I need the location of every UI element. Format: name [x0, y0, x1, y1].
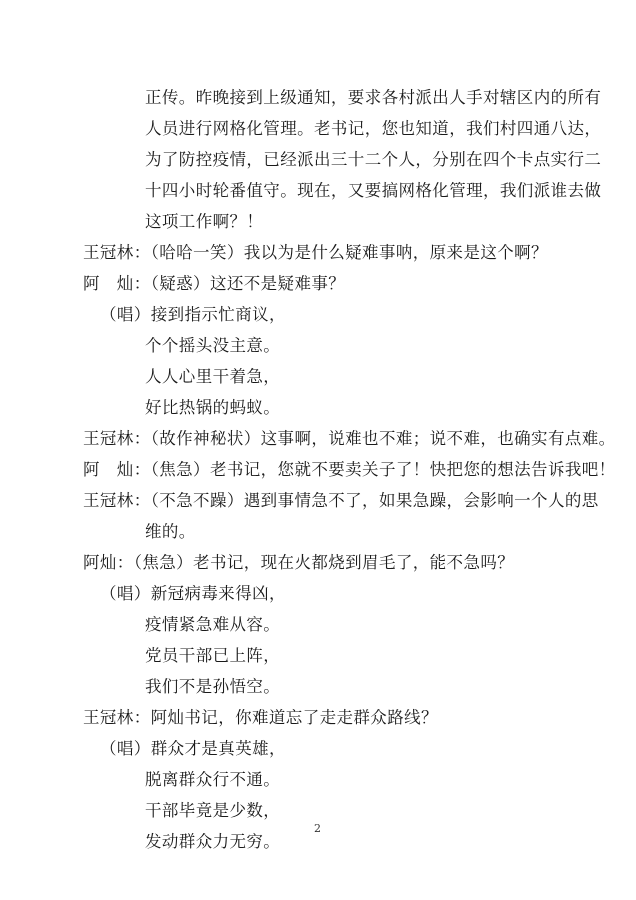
song-line: 好比热锅的蚂蚁。	[145, 398, 281, 417]
song-line: 脱离群众行不通。	[145, 770, 281, 789]
song-line: 个个摇头没主意。	[145, 336, 281, 355]
intro-line: 正传。昨晚接到上级通知，要求各村派出人手对辖区内的所有	[145, 88, 602, 107]
dialogue-line: 王冠林：阿灿书记，你难道忘了走走群众路线？	[83, 708, 438, 727]
intro-line: 人员进行网格化管理。老书记，您也知道，我们村四通八达，	[145, 119, 602, 138]
dialogue-line: 王冠林：（不急不躁）遇到事情急不了，如果急躁，会影响一个人的思	[83, 491, 599, 510]
dialogue-line: 王冠林：（哈哈一笑）我以为是什么疑难事呐，原来是这个啊？	[83, 243, 548, 262]
dialogue-line: 阿 灿：（焦急）老书记，您就不要卖关子了！快把您的想法告诉我吧！	[83, 460, 616, 479]
dialogue-line: 王冠林：（故作神秘状）这事啊，说难也不难；说不难，也确实有点难。	[83, 429, 616, 448]
intro-line: 十四小时轮番值守。现在，又要搞网格化管理，我们派谁去做	[145, 181, 602, 200]
song-line: 疫情紧急难从容。	[145, 615, 281, 634]
song-line: 我们不是孙悟空。	[145, 677, 281, 696]
song-line: （唱）接到指示忙商议，	[100, 305, 286, 324]
page-number: 2	[314, 822, 322, 835]
dialogue-line: 维的。	[145, 522, 196, 541]
dialogue-line: 阿灿：（焦急）老书记，现在火都烧到眉毛了，能不急吗？	[83, 553, 515, 572]
song-line: 党员干部已上阵，	[145, 646, 281, 665]
song-line: （唱）群众才是真英雄，	[100, 739, 286, 758]
song-line: 发动群众力无穷。	[145, 832, 281, 851]
song-line: （唱）新冠病毒来得凶，	[100, 584, 286, 603]
song-line: 人人心里干着急，	[145, 367, 281, 386]
song-line: 干部毕竟是少数，	[145, 801, 281, 820]
intro-line: 这项工作啊？！	[145, 212, 264, 231]
dialogue-line: 阿 灿：（疑惑）这还不是疑难事？	[83, 274, 346, 293]
intro-line: 为了防控疫情，已经派出三十二个人，分别在四个卡点实行二	[145, 150, 602, 169]
